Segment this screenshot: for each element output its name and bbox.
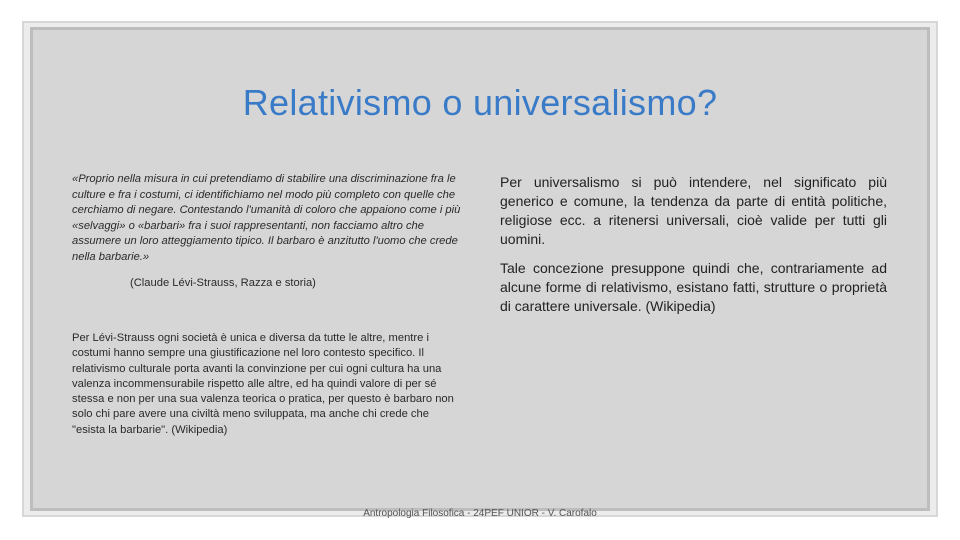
left-column (72, 172, 462, 438)
slide-footer: Antropologia Filosofica - 24PEF UNIOR - V. Carofalo (363, 508, 597, 519)
slide-title: Relativismo o universalismo? (242, 82, 718, 123)
quote-citation: (Claude Lévi-Strauss, Razza e storia) (130, 277, 316, 289)
universalism-presupposition: Tale concezione presuppone quindi che, contrariamente ad alcune forme di relativismo, esistano fatti, strutture o proprietà di carattere universale. (Wikipedia) (500, 260, 887, 314)
right-column (500, 173, 887, 316)
universalism-definition: Per universalismo si può intendere, nel significato più generico e comune, la tendenza da parte di entità politiche, religiose ecc. a ritenersi universali, cioè valide per tutti gli uomini. (500, 174, 887, 247)
levi-strauss-quote: «Proprio nella misura in cui pretendiamo di stabilire una discriminazione fra le culture e fra i costumi, ci identifichiamo nel modo più completo con quelle che cerchiamo di negare. Contestando l'umanità di coloro che appaiono come i più «selvaggi» o «barbari» fra i suoi rappresentanti, non facciamo altro che assumere un loro atteggiamento tipico. Il barbaro è anzitutto l'uomo che crede nella barbarie.» (72, 173, 461, 263)
relativism-summary: Per Lévi-Strauss ogni società è unica e diversa da tutte le altre, mentre i costumi hanno sempre una giustificazione nel loro contesto specifico. Il relativismo culturale porta avanti la convinzione per cui ogni cultura ha una valenza incommensurabile rispetto alle altre, ed ha quindi valore di per sé stessa e non per una sua valenza teorica o pratica, per questo è barbaro non solo chi pare avere una civiltà meno sviluppata, ma anche chi crede che "esista la barbarie". (Wikipedia) (72, 332, 454, 436)
